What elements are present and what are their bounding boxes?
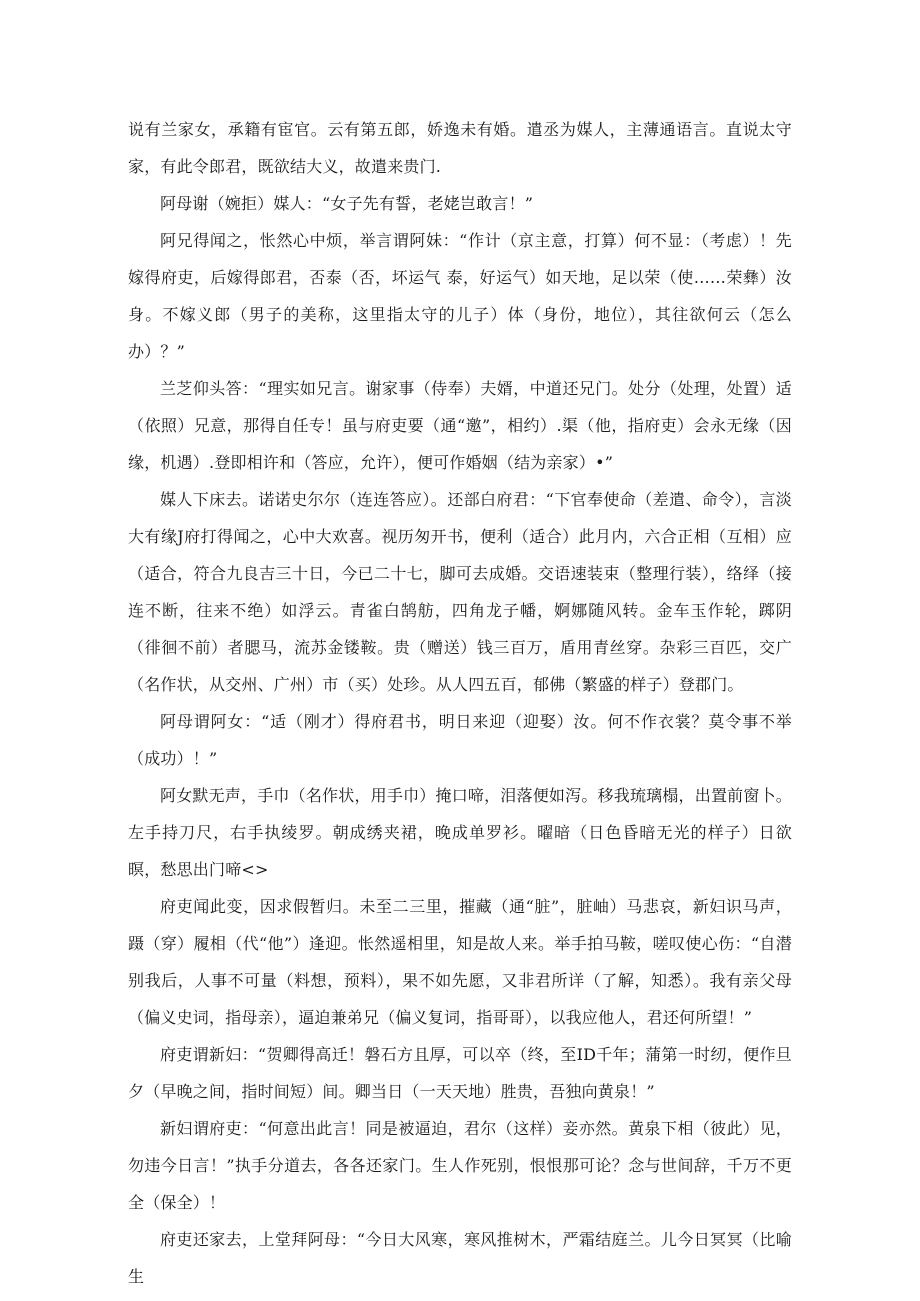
paragraph: 阿女默无声，手巾（名作状，用手巾）掩口啼，泪落便如泻。移我琉璃榻，出置前窗卜。左手持刀尺，右手执绫罗。朝成绣夹裙，晚成单罗衫。曜暗（日色昏暗无光的样子）日欲暝，愁思出门啼<>	[128, 786, 792, 879]
paragraph: 府吏还家去，上堂拜阿母：“今日大风寒，寒风推树木，严霜结庭兰。儿今日冥冥（比喻生	[128, 1230, 792, 1286]
paragraph: 阿母谓阿女：“适（刚才）得府君书，明日来迎（迎娶）汝。何不作衣裳？莫令事不举（成功）！”	[128, 712, 792, 768]
paragraph: 阿母谢（婉拒）媒人：“女子先有誓，老姥岂敢言！”	[160, 194, 534, 213]
document-page	[128, 111, 792, 1295]
paragraph: 兰芝仰头答：“理实如兄言。谢家事（侍奉）夫婿，中道还兄门。处分（处理，处置）适（依照）兄意，那得自任专！虽与府吏要（通“邀”，相约）.渠（他，指府吏）会永无缘（因缘，机遇）.登即相许和（答应，允许），便可作婚姻（结为亲家）•”	[128, 379, 792, 472]
paragraph: 说有兰家女，承籍有宦官。云有第五郎，娇逸未有婚。遣丞为媒人，主薄通语言。直说太守家，有此令郎君，既欲结大义，故遣来贵门.	[128, 120, 792, 176]
paragraph: 府吏闻此变，因求假暂归。未至二三里，摧藏（通“脏”，脏岫）马悲哀，新妇识马声，蹑（穿）履相（代“他”）逢迎。怅然遥相里，知是故人来。举手拍马鞍，嗟叹使心伤：“自潜别我后，人事不可量（料想，预料），果不如先愿，又非君所详（了解，知悉）。我有亲父母（偏义史词，指母亲），逼迫兼弟兄（偏义复词，指哥哥），以我应他人，君还何所望！”	[128, 897, 792, 1027]
paragraph: 府吏谓新妇：“贺卿得高迁！磐石方且厚，可以卒（终，至ID千年；蒲第一时纫，便作旦夕（早晚之间，指时间短）间。卿当日（一天天地）胜贵，吾独向黄泉！”	[128, 1045, 792, 1101]
paragraph: 媒人下床去。诺诺史尔尔（连连答应）。还部白府君：“下官奉使命（差遣、命令），言淡大有缘J府打得闻之，心中大欢喜。视历匆开书，便利（适合）此月内，六合正相（互相）应（适合，符合九良吉三十日，今已二十七，脚可去成婚。交语速装束（整理行装），络绎（接连不断，往来不绝）如浮云。青雀白鹄舫，四角龙子幡，婀娜随风转。金车玉作轮，踯阴（徘徊不前）者腮马，流苏金镂鞍。贵（赠送）钱三百万，盾用青丝穿。杂彩三百匹，交广（名作状，从交州、广州）市（买）处珍。从人四五百，郁佛（繁盛的样子）登郡门。	[128, 490, 792, 694]
paragraph: 阿兄得闻之，怅然心中烦，举言谓阿妹：“作计（京主意，打算）何不显：（考虑）！先嫁得府吏，后嫁得郎君，否泰（否，坏运气 泰，好运气）如天地，足以荣（使……荣彝）汝身。不嫁义郎（男子的美称，这里指太守的儿子）体（身份，地位），其往欲何云（怎么办）？”	[128, 231, 792, 361]
paragraph: 新妇谓府吏：“何意出此言！同是被逼迫，君尔（这样）妾亦然。黄泉下相（彼此）见，勿违今日言！”执手分道去，各各还家门。生人作死别，恨恨那可论？念与世间辞，千万不更全（保全）！	[128, 1119, 792, 1212]
